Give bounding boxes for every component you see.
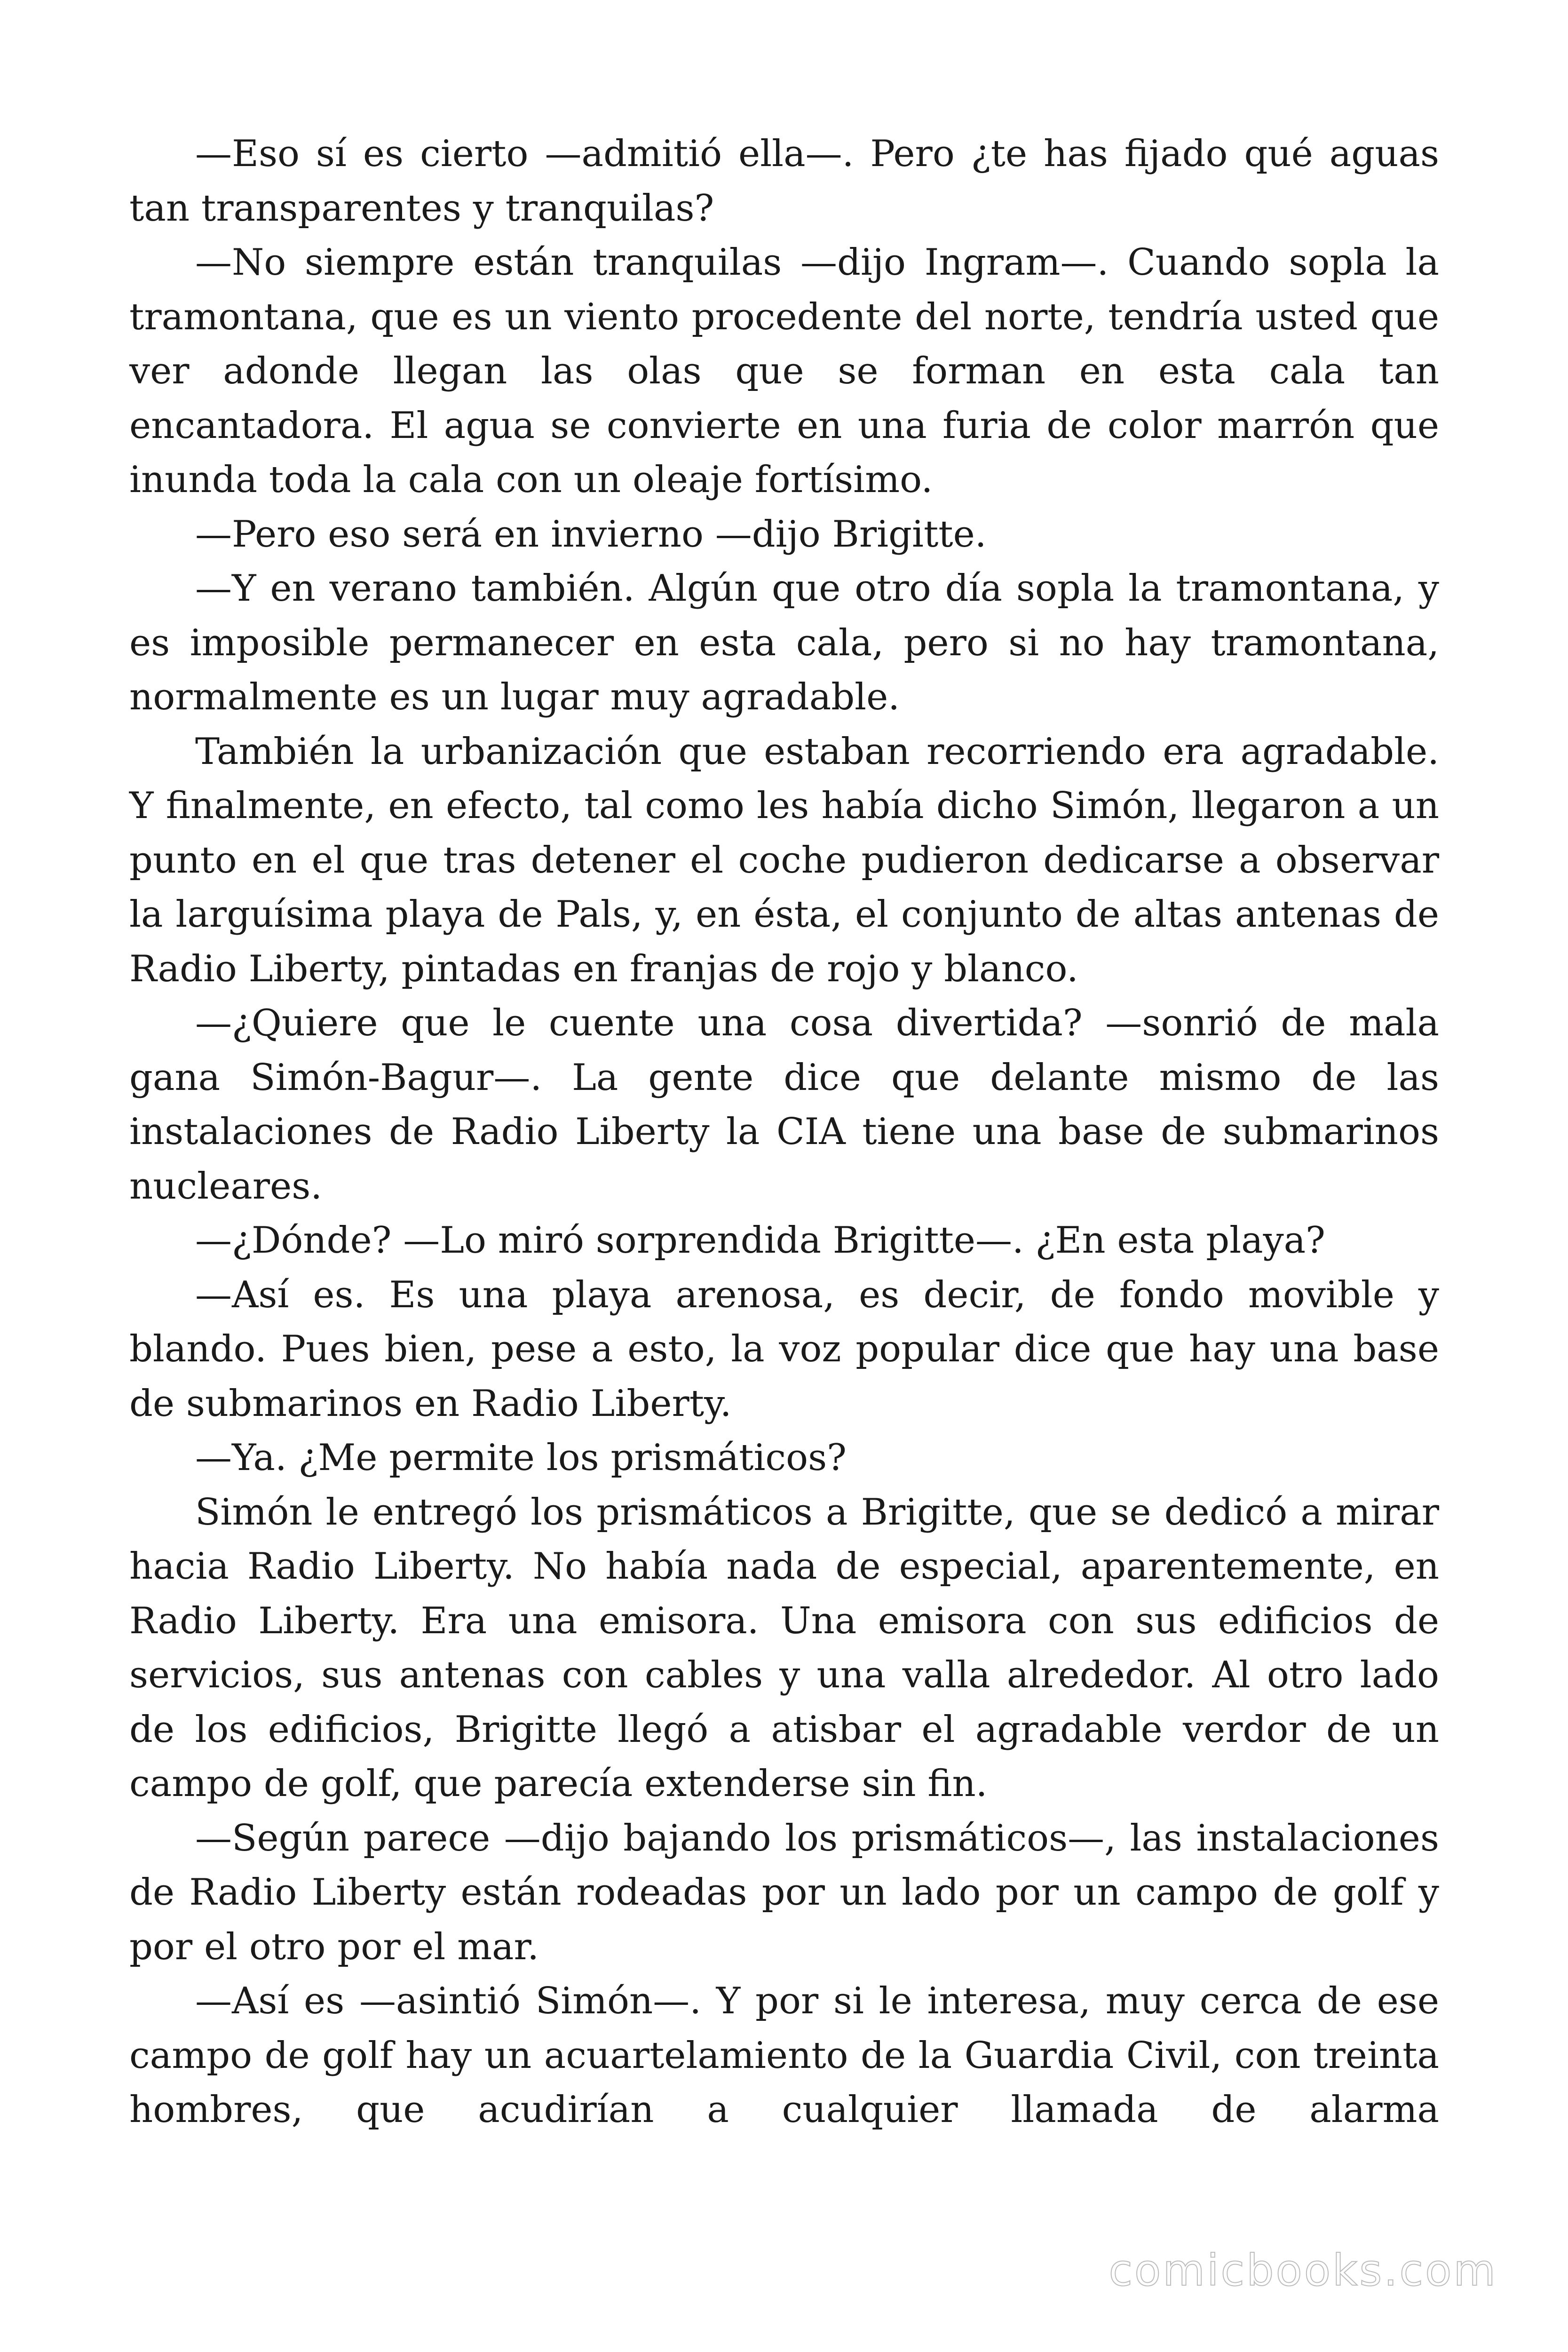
page-body xyxy=(129,127,1439,2137)
paragraph-12: —Así es —asintió Simón—. Y por si le interesa, muy cerca de ese campo de golf hay un acuartelamiento de la Guardia Civil, con treinta hombres, que acudirían a cualquier llamada de alarma xyxy=(129,1980,1439,2131)
paragraph-4: —Y en verano también. Algún que otro día sopla la tramontana, y es imposible permanecer en esta cala, pero si no hay tramontana, normalmente es un lugar muy agradable. xyxy=(129,567,1439,718)
paragraph-2: —No siempre están tranquilas —dijo Ingram—. Cuando sopla la tramontana, que es un viento procedente del norte, tendría usted que ver adonde llegan las olas que se forman en esta cala tan encantadora. El agua se convierte en una furia de color marrón que inunda toda la cala con un oleaje fortísimo. xyxy=(129,241,1439,501)
paragraph-6: —¿Quiere que le cuente una cosa divertida? —sonrió de mala gana Simón-Bagur—. La gente dice que delante mismo de las instalaciones de Radio Liberty la CIA tiene una base de submarinos nucleares. xyxy=(129,1002,1439,1208)
paragraph-5: También la urbanización que estaban recorriendo era agradable. Y finalmente, en efecto, tal como les había dicho Simón, llegaron a un punto en el que tras detener el coche pudieron dedicarse a observar la larguísima playa de Pals, y, en ésta, el conjunto de altas antenas de Radio Liberty, pintadas en franjas de rojo y blanco. xyxy=(129,730,1439,990)
paragraph-10: Simón le entregó los prismáticos a Brigitte, que se dedicó a mirar hacia Radio Liberty. No había nada de especial, aparentemente, en Radio Liberty. Era una emisora. Una emisora con sus edificios de servicios, sus antenas con cables y una valla alrededor. Al otro lado de los edificios, Brigitte llegó a atisbar el agradable verdor de un campo de golf, que parecía extenderse sin fin. xyxy=(129,1491,1439,1805)
watermark-logo: comicbooks.com xyxy=(1109,2245,1497,2296)
paragraph-8: —Así es. Es una playa arenosa, es decir, de fondo movible y blando. Pues bien, pese a esto, la voz popular dice que hay una base de submarinos en Radio Liberty. xyxy=(129,1273,1439,1425)
paragraph-11: —Según parece —dijo bajando los prismáticos—, las instalaciones de Radio Liberty están rodeadas por un lado por un campo de golf y por el otro por el mar. xyxy=(129,1817,1439,1968)
paragraph-7: —¿Dónde? —Lo miró sorprendida Brigitte—. ¿En esta playa? xyxy=(195,1219,1325,1262)
paragraph-3: —Pero eso será en invierno —dijo Brigitte. xyxy=(195,513,987,556)
paragraph-9: —Ya. ¿Me permite los prismáticos? xyxy=(195,1437,847,1479)
paragraph-1: —Eso sí es cierto —admitió ella—. Pero ¿te has fijado qué aguas tan transparentes y tranquilas? xyxy=(129,133,1439,230)
